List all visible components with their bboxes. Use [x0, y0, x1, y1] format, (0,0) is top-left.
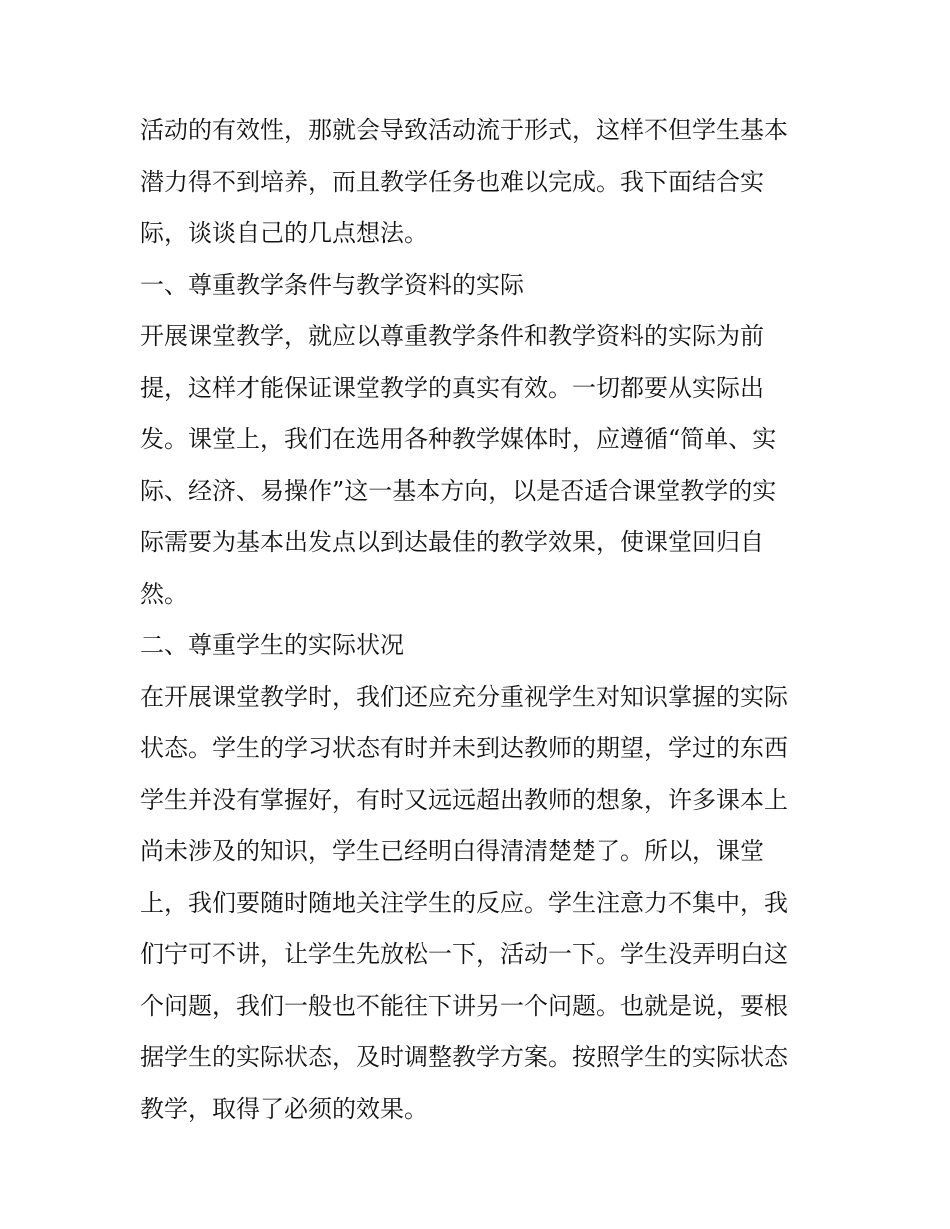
- text-line: 们宁可不讲，让学生先放松一下，活动一下。学生没弄明白这: [140, 940, 788, 968]
- text-line: 活动的有效性，那就会导致活动流于形式，这样不但学生基本: [140, 116, 788, 144]
- text-line: 教学，取得了必须的效果。: [140, 1094, 428, 1123]
- text-line: 际，谈谈自己的几点想法。: [140, 219, 428, 247]
- text-line: 发。课堂上，我们在选用各种教学媒体时，应遵循“简单、实: [140, 425, 777, 453]
- text-line: 际需要为基本出发点以到达最佳的教学效果，使课堂回归自: [140, 528, 764, 556]
- text-line: 据学生的实际状态，及时调整教学方案。按照学生的实际状态: [140, 1043, 788, 1071]
- text-line: 学生并没有掌握好，有时又远远超出教师的想象，许多课本上: [140, 785, 788, 814]
- text-line: 尚未涉及的知识，学生已经明白得清清楚楚了。所以，课堂: [140, 837, 764, 865]
- paragraph-section-2: [140, 672, 820, 1136]
- text-line: 个问题，我们一般也不能往下讲另一个问题。也就是说，要根: [140, 991, 788, 1020]
- paragraph-intro-continued: [140, 105, 820, 260]
- text-line: 上，我们要随时随地关注学生的反应。学生注意力不集中，我: [140, 888, 788, 917]
- document-body: [140, 105, 820, 1135]
- section-heading-2: [140, 620, 820, 672]
- text-line: 在开展课堂教学时，我们还应充分重视学生对知识掌握的实际: [140, 682, 788, 711]
- text-line: 状态。学生的学习状态有时并未到达教师的期望，学过的东西: [140, 734, 788, 762]
- paragraph-section-1: [140, 311, 820, 620]
- text-line: 提，这样才能保证课堂教学的真实有效。一切都要从实际出: [140, 373, 764, 402]
- text-line: 开展课堂教学，就应以尊重教学条件和教学资料的实际为前: [140, 322, 764, 350]
- heading-text: 一、尊重教学条件与教学资料的实际: [140, 270, 524, 299]
- text-line: 际、经济、易操作”这一基本方向，以是否适合课堂教学的实: [140, 476, 777, 505]
- section-heading-1: [140, 260, 820, 312]
- text-line: 然。: [140, 579, 188, 608]
- heading-text: 二、尊重学生的实际状况: [140, 631, 404, 659]
- text-line: 潜力得不到培养，而且教学任务也难以完成。我下面结合实: [140, 167, 764, 196]
